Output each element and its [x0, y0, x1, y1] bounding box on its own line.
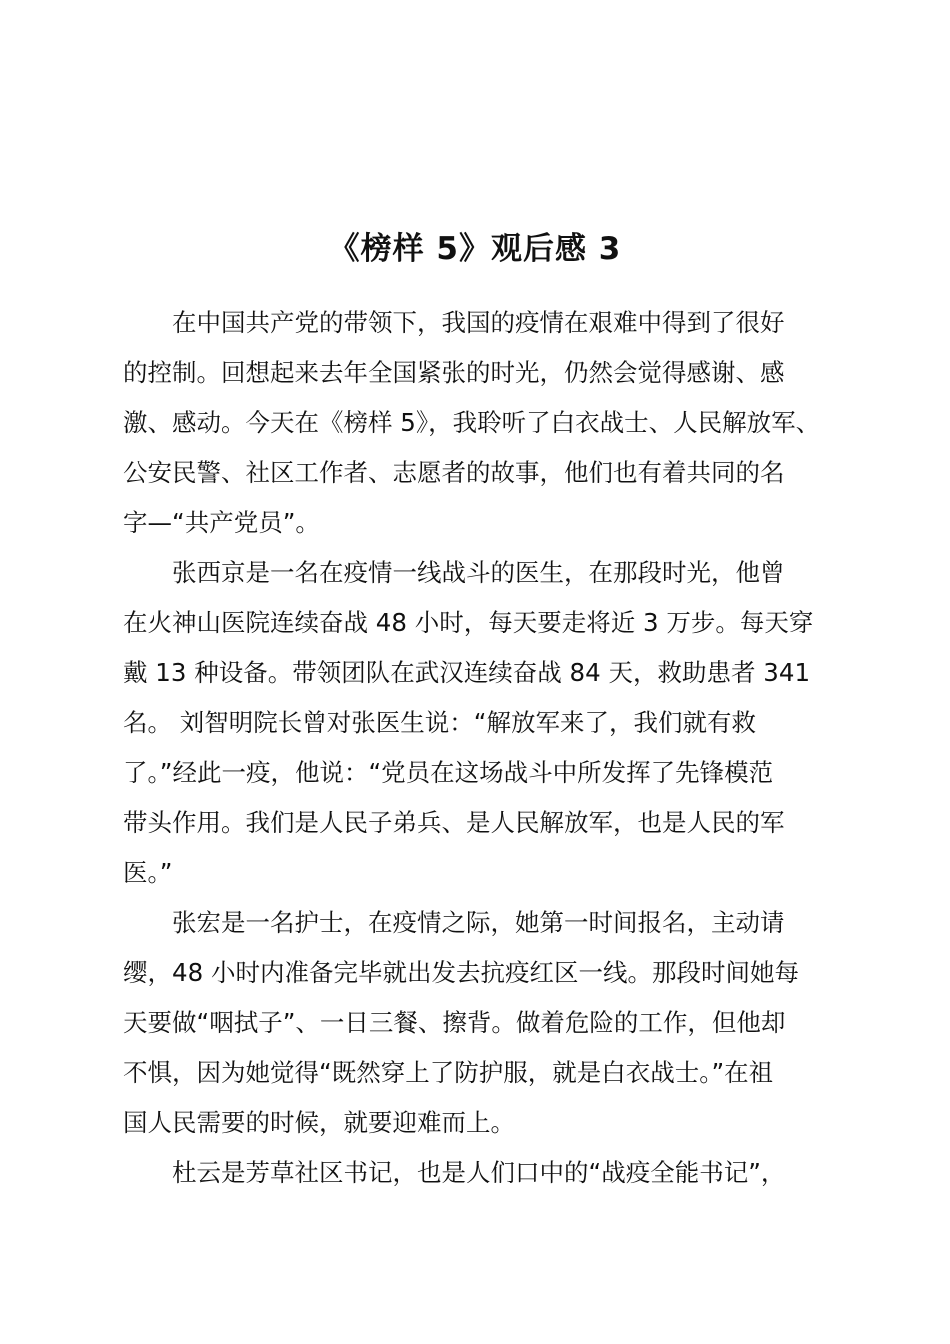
paragraph-line: 天要做“咽拭子”、一日三餐、擦背。做着危险的工作，但他却	[123, 1008, 786, 1037]
paragraph-line: 带头作用。我们是人民子弟兵、是人民解放军，也是人民的军	[123, 808, 785, 837]
paragraph-line: 在火神山医院连续奋战 48 小时，每天要走将近 3 万步。每天穿	[123, 608, 814, 637]
paragraph-line: 戴 13 种设备。带领团队在武汉连续奋战 84 天，救助患者 341	[123, 658, 811, 687]
paragraph-line: 字—“共产党员”。	[123, 508, 320, 537]
paragraph-line: 公安民警、社区工作者、志愿者的故事，他们也有着共同的名	[123, 458, 785, 487]
paragraph-line: 张宏是一名护士，在疫情之际，她第一时间报名，主动请	[172, 908, 785, 937]
paragraph-line: 名。 刘智明院长曾对张医生说：“解放军来了，我们就有救	[123, 708, 756, 737]
paragraph-line: 了。”经此一疫，他说：“党员在这场战斗中所发挥了先锋模范	[123, 758, 774, 787]
paragraph-line: 缨，48 小时内准备完毕就出发去抗疫红区一线。那段时间她每	[123, 958, 799, 987]
paragraph-line: 杜云是芳草社区书记，也是人们口中的“战疫全能书记”，	[172, 1158, 786, 1187]
paragraph-line: 的控制。回想起来去年全国紧张的时光，仍然会觉得感谢、感	[123, 358, 785, 387]
paragraph-line: 在中国共产党的带领下，我国的疫情在艰难中得到了很好	[172, 308, 785, 337]
paragraph-line: 医。”	[123, 858, 173, 887]
document-title: 《榜样 5》观后感 3	[328, 231, 622, 267]
paragraph-line: 不惧，因为她觉得“既然穿上了防护服，就是白衣战士。”在祖	[123, 1058, 774, 1087]
paragraph-line: 国人民需要的时候，就要迎难而上。	[123, 1108, 515, 1137]
paragraph-line: 张西京是一名在疫情一线战斗的医生，在那段时光，他曾	[172, 558, 785, 587]
paragraph-line: 激、感动。今天在《榜样 5》，我聆听了白衣战士、人民解放军、	[123, 408, 821, 437]
